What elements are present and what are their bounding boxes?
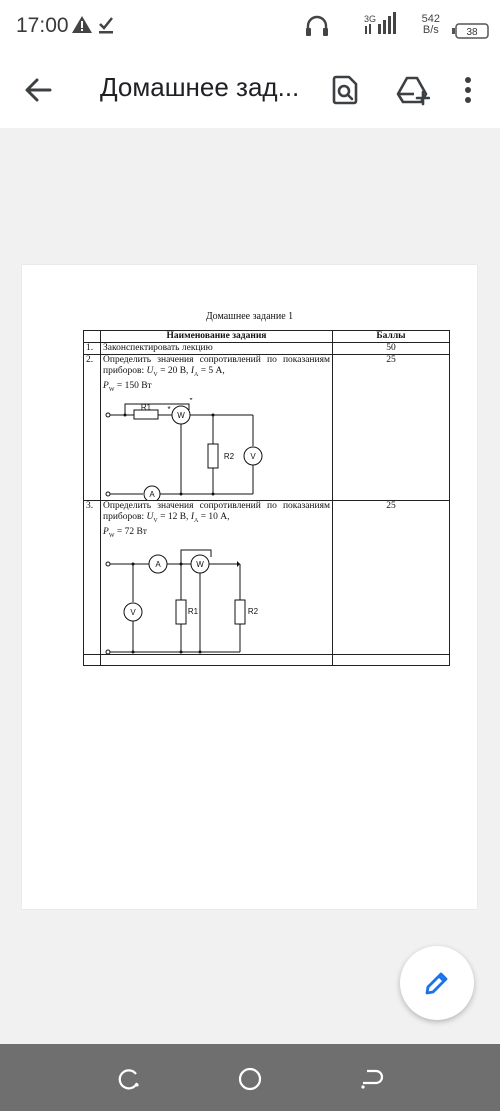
ia-value: = 5 А, xyxy=(200,366,225,376)
task-text: Законспектировать лекцию xyxy=(101,343,333,355)
task-text: Определить значения сопротивлений по показаниям приборов: xyxy=(103,500,330,522)
app-bar xyxy=(0,52,500,128)
task-number: 2. xyxy=(84,355,101,501)
header-task-name: Наименование задания xyxy=(101,331,333,343)
task-description xyxy=(101,500,333,654)
header-points: Баллы xyxy=(333,331,450,343)
add-to-drive-icon[interactable] xyxy=(396,74,430,106)
r1-label: R1 xyxy=(140,402,152,412)
task-description xyxy=(101,355,333,501)
uv-label: U xyxy=(146,366,154,376)
net-speed-unit: B/s xyxy=(422,24,439,36)
uv-label: U xyxy=(146,511,154,522)
voltmeter-label: V xyxy=(130,607,136,617)
home-icon[interactable] xyxy=(237,1066,263,1092)
r2-label: R2 xyxy=(223,451,235,461)
system-nav-bar xyxy=(0,1044,500,1111)
task-number: 1. xyxy=(84,343,101,355)
document-page xyxy=(22,265,477,909)
pw-value: = 150 Вт xyxy=(116,380,152,391)
pw-label: P xyxy=(103,526,109,537)
empty-cell xyxy=(101,654,333,665)
recent-apps-icon[interactable] xyxy=(116,1066,142,1092)
task-points: 50 xyxy=(333,343,450,355)
circuit-diagram-2 xyxy=(103,398,271,500)
task-points: 25 xyxy=(333,500,450,654)
back-icon[interactable] xyxy=(358,1066,384,1092)
r2-label: R2 xyxy=(247,606,259,616)
table-row xyxy=(84,500,450,654)
empty-cell xyxy=(333,654,450,665)
document-heading: Домашнее задание 1 xyxy=(205,311,294,322)
ia-value: = 10 А, xyxy=(200,511,230,522)
ia-sub: A xyxy=(193,371,199,378)
more-vert-icon[interactable] xyxy=(458,74,478,106)
edit-pencil-icon xyxy=(423,969,451,997)
status-time: 17:00 xyxy=(16,14,69,37)
pw-value: = 72 Вт xyxy=(116,526,147,537)
r1-label: R1 xyxy=(187,606,199,616)
battery-level: 38 xyxy=(466,27,478,38)
pw-label: P xyxy=(103,380,109,391)
table-header-row xyxy=(84,331,450,343)
task-number: 3. xyxy=(84,500,101,654)
ammeter-label: A xyxy=(155,559,161,569)
document-search-icon[interactable] xyxy=(329,74,361,106)
edit-fab-button[interactable] xyxy=(400,946,474,1020)
task-points: 25 xyxy=(333,355,450,501)
star-mark: * xyxy=(189,397,193,405)
uv-sub: V xyxy=(153,517,158,524)
signal-icon xyxy=(364,10,404,42)
warning-icon xyxy=(72,14,124,36)
ia-label: I xyxy=(190,511,194,522)
net-speed xyxy=(422,14,440,36)
download-done-icon xyxy=(99,18,113,34)
table-row-empty xyxy=(84,654,450,665)
pw-sub: W xyxy=(108,532,115,539)
signal-type-label: 3G xyxy=(364,14,377,24)
voltmeter-label: V xyxy=(250,451,256,461)
empty-cell xyxy=(84,654,101,665)
battery-icon xyxy=(452,23,490,39)
uv-value: = 20 В, xyxy=(160,366,189,376)
status-left-icons xyxy=(72,14,124,40)
table-row xyxy=(84,355,450,501)
star-mark: * xyxy=(167,404,171,414)
back-arrow-icon[interactable] xyxy=(22,74,54,106)
net-speed-value: 542 xyxy=(421,13,440,25)
homework-table xyxy=(83,330,450,666)
uv-sub: V xyxy=(153,371,158,378)
document-title: Домашнее зад... xyxy=(100,72,300,102)
table-row xyxy=(84,343,450,355)
wattmeter-label: W xyxy=(177,410,185,420)
task-text: Определить значения сопротивлений по показаниям приборов: xyxy=(103,355,330,376)
status-bar xyxy=(0,0,500,52)
pw-sub: W xyxy=(108,386,115,393)
wattmeter-label: W xyxy=(196,559,204,569)
uv-value: = 12 В, xyxy=(160,511,189,522)
ammeter-label: A xyxy=(149,489,155,499)
header-num-cell xyxy=(84,331,101,343)
ia-sub: A xyxy=(193,517,199,524)
circuit-diagram-3 xyxy=(103,544,271,654)
ia-label: I xyxy=(190,366,194,376)
